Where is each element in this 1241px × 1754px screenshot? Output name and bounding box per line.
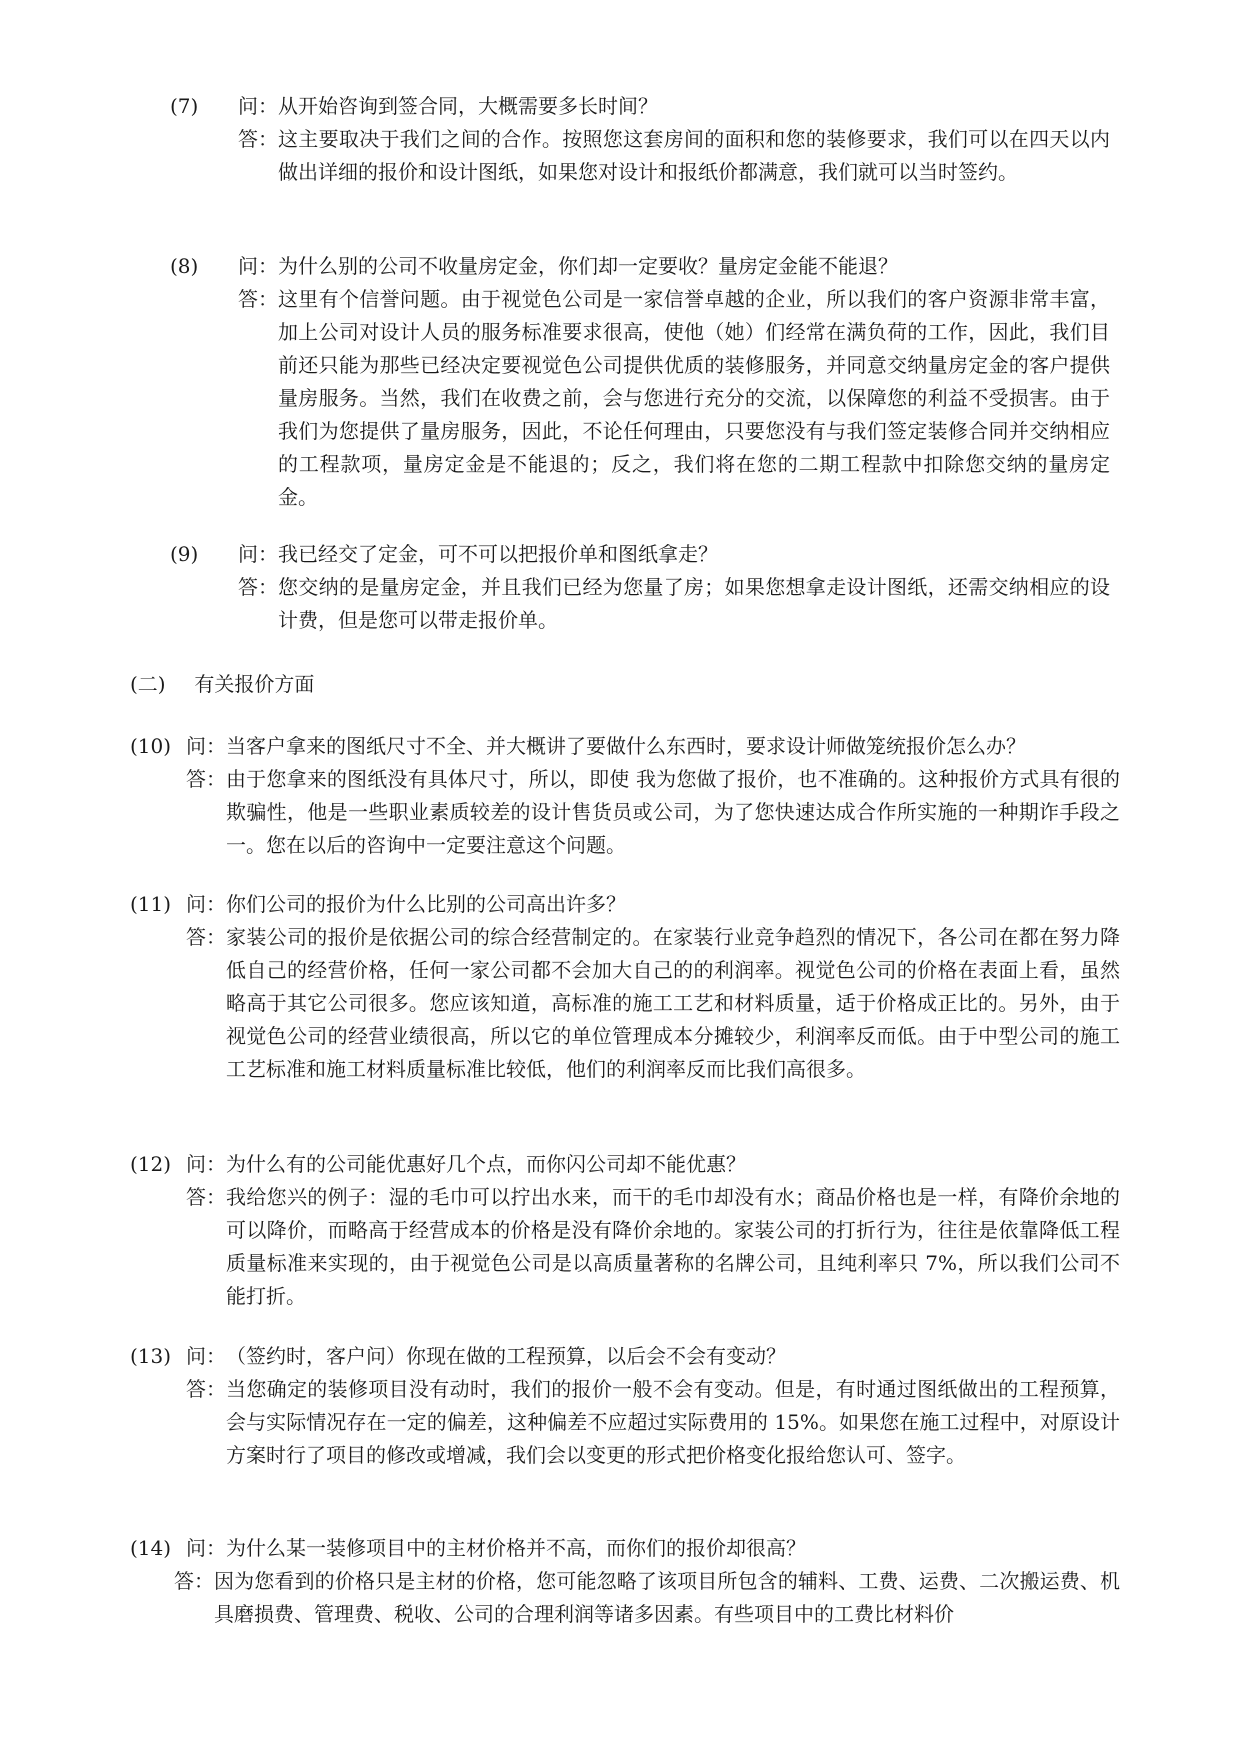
answer-label: 答：: [238, 287, 278, 311]
question-row: [130, 888, 1120, 921]
question-label: 问：: [238, 542, 278, 566]
question-label: 问：: [186, 1536, 226, 1560]
item-number: (7): [170, 94, 199, 118]
question-row: [170, 538, 1110, 571]
answer-block: [174, 1565, 1120, 1631]
qa-item-8: [170, 250, 1110, 514]
question-label: 问：: [186, 1344, 226, 1368]
section-heading: [130, 668, 314, 701]
question-text: 我已经交了定金，可不可以把报价单和图纸拿走？: [278, 542, 718, 566]
question-row: [130, 1340, 1120, 1373]
item-number: (13): [130, 1344, 172, 1368]
answer-text: 由于您拿来的图纸没有具体尺寸，所以，即使 我为您做了报价，也不准确的。这种报价方式具有很的欺骗性，他是一些职业素质较差的设计售货员或公司，为了您快速达成合作所实施的一种期诈手段之一。您在以后的咨询中一定要注意这个问题。: [226, 767, 1120, 857]
answer-text: 您交纳的是量房定金，并且我们已经为您量了房；如果您想拿走设计图纸，还需交纳相应的设计费，但是您可以带走报价单。: [278, 575, 1110, 632]
question-row: [130, 1148, 1120, 1181]
answer-text: 当您确定的装修项目没有动时，我们的报价一般不会有变动。但是，有时通过图纸做出的工程预算，会与实际情况存在一定的偏差，这种偏差不应超过实际费用的 15%。如果您在施工过程中，对原设计方案时行了项目的修改或增减，我们会以变更的形式把价格变化报给您认可、签字。: [226, 1377, 1120, 1467]
item-number: (9): [170, 542, 199, 566]
question-row: [170, 90, 1110, 123]
answer-label: 答：: [238, 575, 278, 599]
question-row: [170, 250, 1110, 283]
answer-label: 答：: [186, 767, 226, 791]
qa-item-9: [170, 538, 1110, 637]
question-text: 你们公司的报价为什么比别的公司高出许多？: [226, 892, 626, 916]
section-number: (二): [130, 672, 166, 696]
answer-block: [238, 123, 1110, 189]
question-text: （签约时，客户问）你现在做的工程预算，以后会不会有变动？: [226, 1344, 786, 1368]
answer-block: [186, 1181, 1120, 1313]
question-label: 问：: [186, 892, 226, 916]
answer-block: [238, 571, 1110, 637]
qa-item-13: [130, 1340, 1120, 1472]
answer-block: [186, 763, 1120, 862]
item-number: (11): [130, 892, 172, 916]
question-text: 从开始咨询到签合同，大概需要多长时间？: [278, 94, 658, 118]
answer-text: 因为您看到的价格只是主材的价格，您可能忽略了该项目所包含的辅料、工费、运费、二次搬运费、机具磨损费、管理费、税收、公司的合理利润等诸多因素。有些项目中的工费比材料价: [214, 1569, 1120, 1626]
question-label: 问：: [238, 94, 278, 118]
question-row: [130, 730, 1120, 763]
question-label: 问：: [186, 1152, 226, 1176]
question-text: 为什么某一装修项目中的主材价格并不高，而你们的报价却很高？: [226, 1536, 806, 1560]
item-number: (14): [130, 1536, 172, 1560]
question-text: 当客户拿来的图纸尺寸不全、并大概讲了要做什么东西时，要求设计师做笼统报价怎么办？: [226, 734, 1026, 758]
question-text: 为什么有的公司能优惠好几个点，而你闪公司却不能优惠？: [226, 1152, 746, 1176]
answer-label: 答：: [186, 925, 226, 949]
question-label: 问：: [186, 734, 226, 758]
question-text: 为什么别的公司不收量房定金，你们却一定要收？量房定金能不能退？: [278, 254, 898, 278]
qa-item-10: [130, 730, 1120, 862]
qa-item-14: [130, 1532, 1120, 1631]
item-number: (8): [170, 254, 199, 278]
qa-item-7: [170, 90, 1110, 189]
answer-block: [186, 921, 1120, 1086]
answer-text: 这主要取决于我们之间的合作。按照您这套房间的面积和您的装修要求，我们可以在四天以内做出详细的报价和设计图纸，如果您对设计和报纸价都满意，我们就可以当时签约。: [278, 127, 1110, 184]
answer-label: 答：: [186, 1185, 226, 1209]
answer-text: 家装公司的报价是依据公司的综合经营制定的。在家装行业竞争趋烈的情况下，各公司在都在努力降低自己的经营价格，任何一家公司都不会加大自己的的利润率。视觉色公司的价格在表面上看，虽然略高于其它公司很多。您应该知道，高标准的施工工艺和材料质量，适于价格成正比的。另外，由于视觉色公司的经营业绩很高，所以它的单位管理成本分摊较少，利润率反而低。由于中型公司的施工工艺标准和施工材料质量标准比较低，他们的利润率反而比我们高很多。: [226, 925, 1120, 1081]
answer-label: 答：: [238, 127, 278, 151]
answer-text: 我给您兴的例子：湿的毛巾可以拧出水来，而干的毛巾却没有水；商品价格也是一样，有降价余地的可以降价，而略高于经营成本的价格是没有降价余地的。家装公司的打折行为，往往是依靠降低工程质量标准来实现的，由于视觉色公司是以高质量著称的名牌公司，且纯利率只 7%，所以我们公司不能打折。: [226, 1185, 1120, 1308]
answer-label: 答：: [174, 1569, 214, 1593]
item-number: (10): [130, 734, 172, 758]
question-row: [130, 1532, 1120, 1565]
qa-item-11: [130, 888, 1120, 1086]
item-number: (12): [130, 1152, 172, 1176]
question-label: 问：: [238, 254, 278, 278]
answer-block: [238, 283, 1110, 514]
answer-text: 这里有个信誉问题。由于视觉色公司是一家信誉卓越的企业，所以我们的客户资源非常丰富，加上公司对设计人员的服务标准要求很高，使他（她）们经常在满负荷的工作，因此，我们目前还只能为那些已经决定要视觉色公司提供优质的装修服务，并同意交纳量房定金的客户提供量房服务。当然，我们在收费之前，会与您进行充分的交流，以保障您的利益不受损害。由于我们为您提供了量房服务，因此，不论任何理由，只要您没有与我们签定装修合同并交纳相应的工程款项，量房定金是不能退的；反之，我们将在您的二期工程款中扣除您交纳的量房定金。: [278, 287, 1110, 509]
answer-label: 答：: [186, 1377, 226, 1401]
qa-item-12: [130, 1148, 1120, 1313]
answer-block: [186, 1373, 1120, 1472]
section-title: 有关报价方面: [194, 672, 315, 696]
